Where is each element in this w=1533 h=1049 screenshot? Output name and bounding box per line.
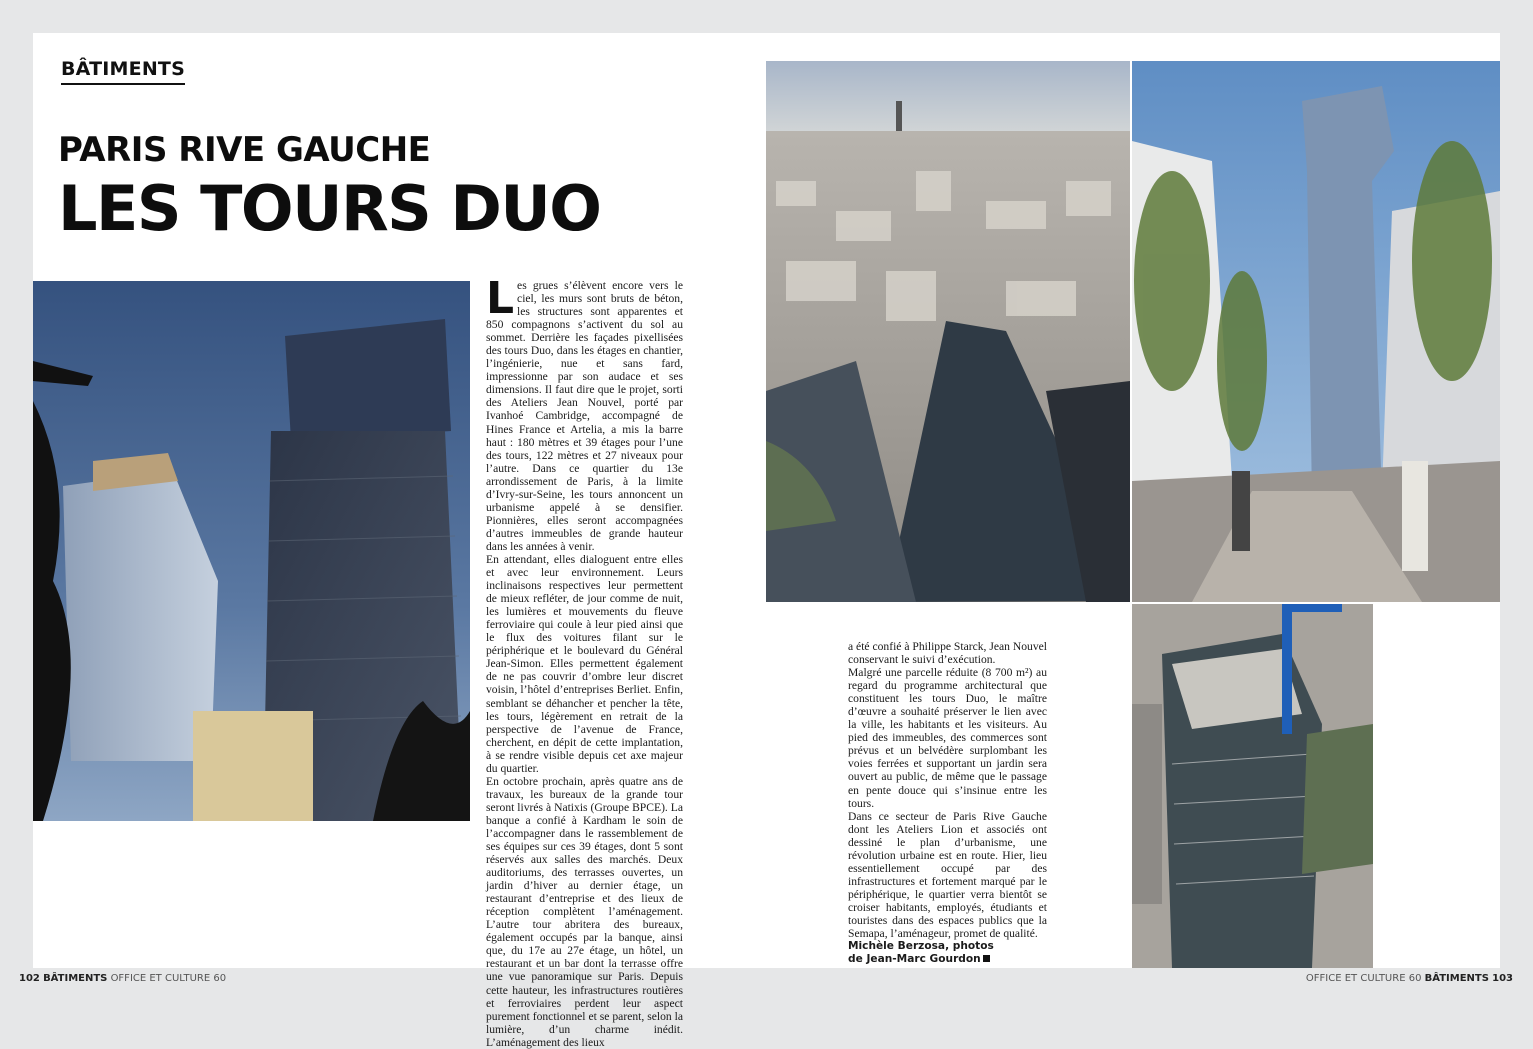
article-paragraph: a été confié à Philippe Starck, Jean Nouvel conservant le suivi d’exécution. bbox=[848, 640, 1047, 667]
end-mark-icon bbox=[983, 955, 990, 962]
drop-cap: L bbox=[486, 273, 515, 324]
article-kicker: PARIS RIVE GAUCHE bbox=[58, 130, 431, 170]
article-paragraph: En octobre prochain, après quatre ans de travaux, les bureaux de la grande tour seront livrés à Natixis (Groupe BPCE). La banque a confié à Kardham le soin de l’accompagner dans le rassemblement de ses équipes sur ces 39 étages, dont 5 sont réservés aux salles des marchés. Deux auditoriums, des terrasses ouvertes, un jardin d’hiver au dernier étage, un restaurant d’entreprise et des lieux de réception complètent l’aménagement. L’autre tour abritera des bureaux, également occupés par la banque, ainsi que, du 17e au 27e étage, un hôtel, un restaurant et un bar dont la terrasse offre une vue panoramique sur Paris. Depuis cette hauteur, les infrastructures routières et ferroviaires perdent leur aspect purement fonctionnel et se parent, selon la lumière, d’un charme inédit. L’aménagement des lieux bbox=[486, 774, 683, 1049]
section-label: BÂTIMENTS bbox=[61, 58, 185, 85]
folio-left: 102 BÂTIMENTS OFFICE ET CULTURE 60 bbox=[19, 973, 227, 984]
article-column-2 bbox=[848, 640, 1047, 966]
photo-street-level bbox=[1132, 61, 1500, 602]
folio-right: OFFICE ET CULTURE 60 BÂTIMENTS 103 bbox=[1305, 973, 1513, 984]
article-column-1 bbox=[486, 273, 683, 1049]
photo-towers-dusk bbox=[33, 281, 470, 821]
article-paragraph: Les grues s’élèvent encore vers le ciel, les murs sont bruts de béton, les structures sont apparentes et 850 compagnons s’activent du sol au sommet. Derrière les façades pixellisées des tours Duo, dans les étages en chantier, l’ingénierie, nue et sans fard, impressionne par son audace et ses dimensions. Il faut dire que le projet, sorti des Ateliers Jean Nouvel, porté par Ivanhoé Cambridge, accompagné de Hines France et Artelia, a mis la barre haut : 180 mètres et 39 étages pour l’une des tours, 122 mètres et 27 niveaux pour l’autre. Dans ce quartier du 13e arrondissement de Paris, à la limite d’Ivry-sur-Seine, les tours annoncent un urbanisme appelé à se densifier. Pionnières, elles seront accompagnées d’autres immeubles de grande hauteur dans les années à venir. bbox=[486, 273, 683, 553]
article-paragraph: Malgré une parcelle réduite (8 700 m²) au regard du programme architectural que constituent les tours Duo, le maître d’œuvre a souhaité préserver le lien avec la ville, les habitants et les visiteurs. Au pied des immeubles, des commerces sont prévus et un belvédère surplombant les voies ferrées et supportant un jardin sera ouvert au public, de même que le passage en pente douce qui s’insinue entre les tours. bbox=[848, 666, 1047, 810]
photo-aerial-paris bbox=[766, 61, 1130, 602]
article-paragraph: En attendant, elles dialoguent entre elles et avec leur environnement. Leurs inclinaisons respectives leur permettent de mieux refléter, de jour comme de nuit, les lumières et mouvements du fleuve ferroviaire qui coule à leur pied ainsi que le flux des voitures filant sur le périphérique et le boulevard du Général Jean-Simon. Elles permettent également de ne pas couvrir d’ombre leur discret voisin, l’hôtel d’entreprises Berliet. Enfin, semblant se déhancher et pencher la tête, les tours, légèrement en retrait de la perspective de l’avenue de France, cherchent, en dépit de cette implantation, à se rendre visible depuis cet axe majeur du quartier. bbox=[486, 552, 683, 775]
article-paragraph: Dans ce secteur de Paris Rive Gauche dont les Ateliers Lion et associés ont dessiné le plan d’urbanisme, une révolution urbaine est en route. Hier, lieu essentiellement occupé par des infrastructures et fortement marqué par le périphérique, le quartier verra bientôt se croiser habitants, employés, étudiants et touristes dans des espaces publics que la Semapa, l’aménageur, promet de qualité. bbox=[848, 809, 1047, 941]
article-headline: LES TOURS DUO bbox=[58, 172, 601, 245]
photo-tower-top-construction bbox=[1132, 604, 1373, 968]
author-credit: Michèle Berzosa, photos de Jean-Marc Gourdon bbox=[848, 940, 994, 966]
